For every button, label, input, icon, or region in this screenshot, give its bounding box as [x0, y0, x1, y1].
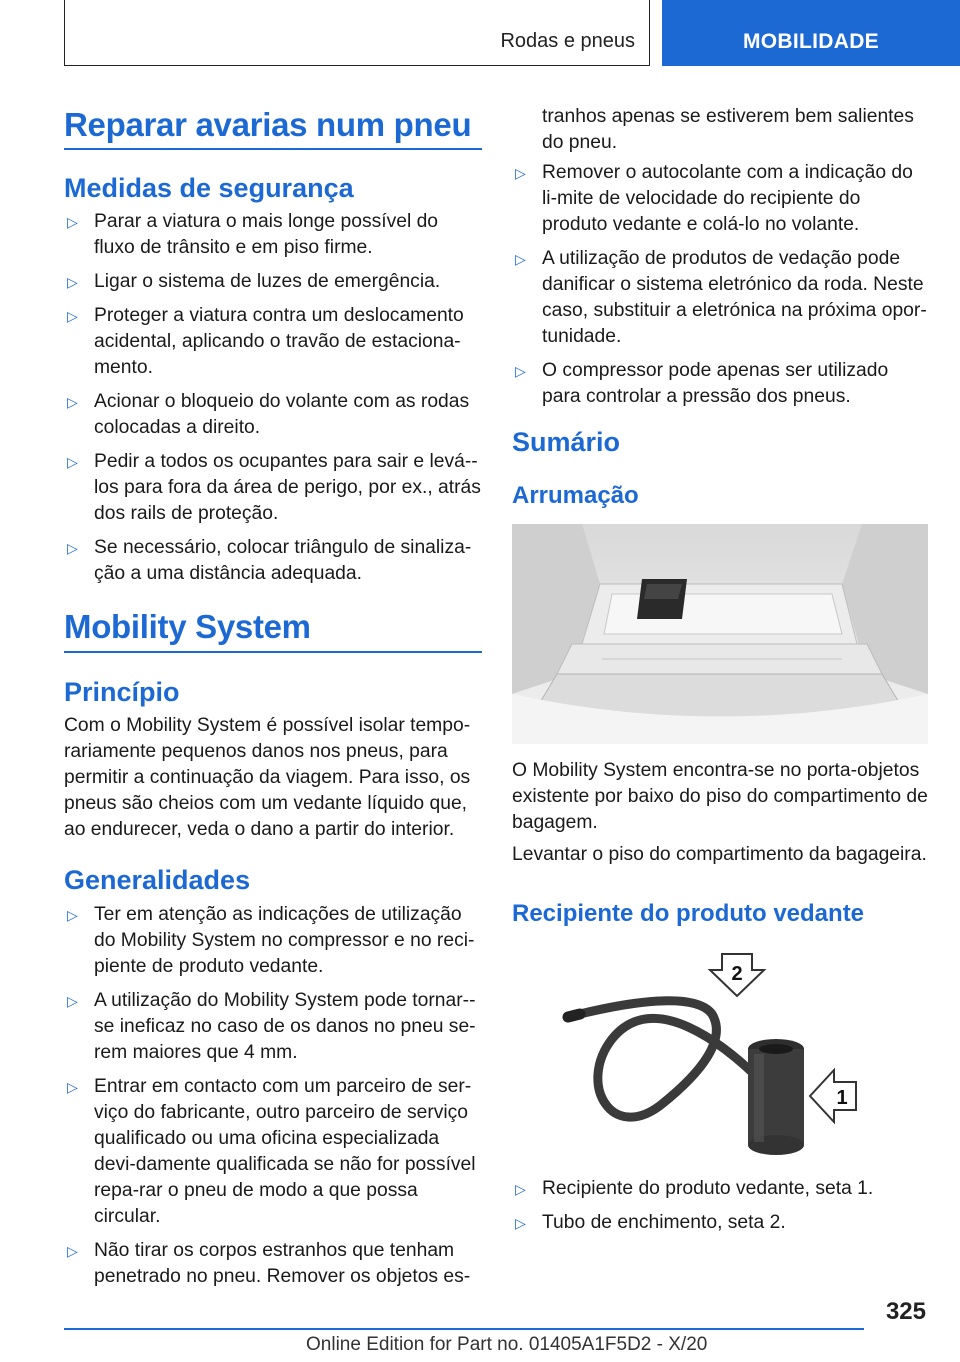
title-rule: [64, 148, 482, 150]
heading-arrumacao: Arrumação: [512, 482, 639, 509]
header-tab-mobilidade[interactable]: [662, 0, 960, 66]
list-item: ▷ A utilização do Mobility System pode tornar--se ineficaz no caso de os danos no pneu se-rem maiores que 4 mm.: [67, 990, 476, 1063]
list-item: ▷ Pedir a todos os ocupantes para sair e levá--los para fora da área de perigo, por ex., atrás dos rails de proteção.: [67, 451, 481, 524]
paragraph-principio: Com o Mobility System é possível isolar tempo-rariamente pequenos danos nos pneus, para permitir a continuação da viagem. Para isso, os pneus são cheios com um vedante líquido que, ao endurecer, veda o dano a partir do interior.: [64, 715, 471, 840]
title-mobility-system: Mobility System: [64, 608, 311, 645]
list-generalidades: [64, 902, 482, 1298]
bullet-triangle-icon: ▷: [67, 308, 78, 324]
heading-recipiente: Recipiente do produto vedante: [512, 900, 865, 927]
list-item: ▷ Ligar o sistema de luzes de emergência.: [64, 269, 482, 295]
list-item: ▷ Não tirar os corpos estranhos que tenham penetrado no pneu. Remover os objetos es-: [67, 1240, 471, 1287]
bullet-triangle-icon: ▷: [515, 1181, 526, 1197]
bullet-triangle-icon: ▷: [67, 540, 78, 556]
heading-seguranca: Medidas de segurança: [64, 173, 354, 203]
title-reparar: Reparar avarias num pneu: [64, 106, 472, 143]
paragraph-arrumacao: O Mobility System encontra-se no porta-objetos existente por baixo do piso do compartimento de bagagem.: [512, 760, 928, 833]
list-item: ▷ Parar a viatura o mais longe possível do fluxo de trânsito e em piso firme.: [67, 211, 439, 258]
heading-principio: Princípio: [64, 677, 180, 707]
list-item: ▷ Remover o autocolante com a indicação do li-mite de velocidade do recipiente do produto vedante e colá-lo no volante.: [515, 162, 913, 235]
bullet-triangle-icon: ▷: [67, 1243, 78, 1259]
bullet-triangle-icon: ▷: [515, 1215, 526, 1231]
trunk-storage-illustration: [512, 524, 928, 744]
paragraph-continuation: tranhos apenas se estiverem bem salientes do pneu.: [542, 106, 914, 153]
fig-label-2: 2: [731, 963, 743, 985]
bullet-triangle-icon: ▷: [67, 394, 78, 410]
heading-sumario: Sumário: [512, 427, 621, 457]
list-item: ▷ Se necessário, colocar triângulo de sinaliza-ção a uma distância adequada.: [67, 537, 472, 584]
footer-rule: [64, 1328, 864, 1330]
header-box: [64, 0, 650, 66]
list-item: ▷ Proteger a viatura contra um deslocamento acidental, aplicando o travão de estaciona-mento.: [67, 305, 464, 378]
bullet-triangle-icon: ▷: [67, 907, 78, 923]
bullet-triangle-icon: ▷: [67, 214, 78, 230]
title-rule: [64, 651, 482, 653]
heading-generalidades: Generalidades: [64, 865, 251, 895]
list-item: ▷ Tubo de enchimento, seta 2.: [512, 1210, 928, 1236]
bullet-triangle-icon: ▷: [67, 454, 78, 470]
list-item: ▷ Ter em atenção as indicações de utilização do Mobility System no compressor e no reci-piente de produto vedante.: [67, 904, 475, 977]
page-number: 325: [885, 1298, 926, 1325]
bullet-triangle-icon: ▷: [515, 165, 526, 181]
list-item: ▷ Recipiente do produto vedante, seta 1.: [512, 1176, 928, 1202]
fig-label-1: 1: [836, 1087, 848, 1109]
list-item: ▷ A utilização de produtos de vedação pode danificar o sistema eletrónico da roda. Neste caso, substituir a eletrónica na próxima opor-tunidade.: [515, 248, 927, 347]
list-item: ▷ Acionar o bloqueio do volante com as rodas colocadas a direito.: [67, 391, 470, 438]
bullet-triangle-icon: ▷: [515, 363, 526, 379]
list-item: ▷ O compressor pode apenas ser utilizado para controlar a pressão dos pneus.: [515, 360, 889, 407]
bullet-triangle-icon: ▷: [67, 274, 78, 290]
bullet-triangle-icon: ▷: [67, 993, 78, 1009]
bullet-triangle-icon: ▷: [515, 251, 526, 267]
list-recipiente: [512, 1176, 928, 1244]
sealant-container-illustration: [512, 944, 928, 1164]
list-seguranca: [64, 209, 482, 595]
list-item: ▷ Entrar em contacto com um parceiro de ser-viço do fabricante, outro parceiro de serviço qualificado ou uma oficina especializada devi-damente qualificada se não for possível repa-rar o pneu de modo a que possa circular.: [67, 1076, 476, 1227]
footer-edition: Online Edition for Part no. 01405A1F5D2 - X/20: [306, 1334, 708, 1355]
list-continuation: [512, 160, 928, 418]
header-tab-label: MOBILIDADE: [743, 30, 879, 53]
paragraph-arrumacao-2: Levantar o piso do compartimento da bagageira.: [512, 844, 927, 865]
bullet-triangle-icon: ▷: [67, 1079, 78, 1095]
header-section: Rodas e pneus: [500, 30, 635, 52]
